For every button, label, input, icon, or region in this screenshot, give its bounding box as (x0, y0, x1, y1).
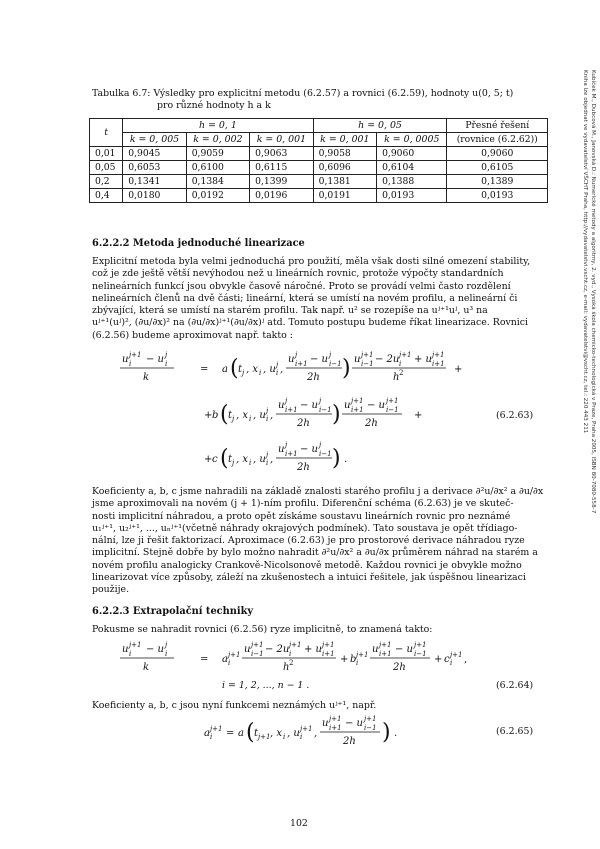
equation-number-6-2-65: (6.2.65) (496, 726, 534, 737)
svg-text:,: , (270, 454, 274, 465)
table-cell: 0,1341 (123, 175, 186, 189)
table-cell: 0,6105 (447, 161, 548, 175)
table-cell: 0,6104 (377, 161, 447, 175)
table-caption-line2: pro různé hodnoty h a k (157, 100, 271, 112)
text-line: použije. (92, 584, 130, 596)
svg-text:=: = (226, 728, 235, 739)
svg-text:i: i (266, 415, 269, 423)
table-cell: 0,9060 (377, 147, 447, 161)
table-cell: 0,9060 (447, 147, 548, 161)
svg-text:i: i (249, 415, 252, 423)
svg-text:): ) (332, 446, 341, 471)
svg-text:i: i (259, 369, 262, 377)
svg-text:− u: − u (146, 354, 164, 365)
svg-text:a: a (222, 654, 228, 665)
table-cell: 0,6096 (313, 161, 376, 175)
svg-text:− 2u: − 2u (265, 644, 290, 655)
svg-text:k: k (143, 372, 150, 383)
svg-text:b: b (350, 654, 357, 665)
table-cell: 0,1389 (447, 175, 548, 189)
svg-text:i+1: i+1 (322, 650, 335, 658)
svg-text:i−1: i−1 (361, 360, 374, 368)
paragraph-extrapolation: Pokusme se nahradit rovnici (6.2.56) ryze implicitně, to znamená takto: (92, 624, 433, 635)
svg-text:, x: , x (236, 454, 248, 465)
svg-text:j+1: j+1 (228, 651, 241, 659)
svg-text:u: u (278, 400, 285, 411)
svg-text:j+1: j+1 (399, 351, 412, 359)
svg-text:j+1: j+1 (258, 733, 271, 741)
svg-text:− u: − u (345, 718, 363, 729)
results-table (89, 118, 548, 203)
svg-text:, u: , u (263, 364, 276, 375)
svg-text:i+1: i+1 (351, 406, 364, 414)
equation-number-6-2-64: (6.2.64) (496, 680, 534, 691)
svg-text:+: + (414, 410, 423, 421)
svg-text:, x: , x (246, 364, 258, 375)
svg-text:a: a (238, 728, 244, 739)
svg-text:2h: 2h (343, 736, 356, 747)
svg-text:i−1: i−1 (251, 650, 264, 658)
svg-text:j: j (266, 407, 269, 415)
svg-text:, x: , x (270, 728, 282, 739)
text-line: jsme aproximovali na novém (j + 1)-ním profilu. Diferenční schéma (6.2.63) je ve skuteč- (92, 498, 514, 510)
text-line: novém profilu analogicky Crankově-Nicolsonově metodě. Každou rovnici je obvykle možno (92, 559, 522, 571)
col-header-t: t (90, 119, 123, 147)
svg-text:, x: , x (236, 410, 248, 421)
svg-text:.: . (394, 728, 398, 739)
svg-text:j: j (319, 397, 322, 405)
svg-text:=: = (200, 654, 209, 665)
section-heading-linearization: 6.2.2.2 Metoda jednoduché linearizace (92, 238, 305, 249)
svg-text:): ) (332, 402, 341, 427)
group-header-exact: Přesné řešení (447, 119, 548, 133)
svg-text:i+1: i+1 (379, 650, 392, 658)
text-line: Koeficienty a, b, c jsme nahradili na základě znalosti starého profilu j a derivace ∂²u/∂x² a ∂u/∂x (92, 486, 544, 497)
text-line: nelineárních členů na dvě části; lineární, která se umístí na novém profilu, a nelineární či (92, 292, 518, 304)
svg-text:i: i (249, 459, 252, 467)
svg-text:j: j (165, 641, 168, 649)
svg-text:− u: − u (300, 444, 318, 455)
text-line: zbývající, která se umístí na starém profilu. Tak např. u² se rozepíše na uʲ⁺¹uʲ, u³ na (92, 305, 488, 317)
svg-text:2h: 2h (307, 372, 320, 383)
svg-text:i: i (289, 650, 292, 658)
svg-text:(: ( (220, 446, 229, 471)
sub-header: k = 0, 001 (250, 133, 313, 147)
svg-text:u: u (344, 400, 351, 411)
svg-text:i−1: i−1 (414, 650, 427, 658)
svg-text:i: i (300, 733, 303, 741)
svg-text:− u: − u (146, 644, 164, 655)
text-line: (6.2.56) budeme aproximovat např. takto : (92, 329, 293, 341)
svg-text:j: j (165, 351, 168, 359)
table-cell: 0,6100 (186, 161, 249, 175)
svg-text:h: h (283, 662, 290, 673)
svg-text:2h: 2h (365, 418, 378, 429)
svg-text:i: i (210, 733, 213, 741)
svg-text:i−1: i−1 (329, 360, 342, 368)
svg-text:j: j (329, 351, 332, 359)
svg-text:− u: − u (395, 644, 413, 655)
sub-header: (rovnice (6.2.62)) (447, 133, 548, 147)
text-line: nelineárních funkcí jsou obvykle časově náročné. Proto se provádí velmi často rozdělení (92, 280, 511, 292)
svg-text:u: u (288, 354, 295, 365)
svg-text:i: i (129, 650, 132, 658)
svg-text:u: u (122, 354, 129, 365)
group-header-h2: h = 0, 05 (313, 119, 447, 133)
svg-text:j+1: j+1 (322, 641, 335, 649)
svg-text:k: k (143, 662, 150, 673)
svg-text:i: i (228, 659, 231, 667)
svg-text:): ) (382, 720, 391, 745)
svg-text:u: u (372, 644, 379, 655)
svg-text:i: i (450, 659, 453, 667)
svg-text:a: a (222, 364, 228, 375)
svg-text:+ u: + u (414, 354, 432, 365)
table-cell: 0,0196 (250, 189, 313, 203)
svg-text:j: j (295, 351, 298, 359)
text-line: což je zde ještě větší nevýhodou než u lineárních rovnic, protože výpočty standardních (92, 268, 504, 280)
text-line: implicitní. Stejně dobře by bylo možno nahradit ∂²u/∂x² a ∂u/∂x průměrem náhrad na starém a (92, 547, 538, 559)
svg-text:+: + (204, 454, 213, 465)
svg-text:i+1: i+1 (432, 360, 445, 368)
table-row (90, 161, 548, 175)
svg-text:j+1: j+1 (432, 351, 445, 359)
sidebar-order-info: Kniha lze objednat ve vydavatelství VŠCHT Praha, http://vydavatelstvi.vscht.cz, e-mail: vydavatelstvi@vscht.cz, tel.: 220 443 211 (582, 70, 588, 434)
svg-text:i: i (356, 659, 359, 667)
svg-text:t: t (228, 454, 233, 465)
equation-6-2-63 (118, 348, 528, 476)
sub-header: k = 0, 0005 (377, 133, 447, 147)
svg-text:i+1: i+1 (285, 406, 298, 414)
section-heading-extrapolation: 6.2.2.3 Extrapolační techniky (92, 606, 254, 617)
text-line: linearizovat více způsoby, záleží na zkušenostech a intuici řešitele, jak úspěšnou linearizaci (92, 572, 526, 584)
svg-text:j+1: j+1 (356, 651, 369, 659)
paragraph-coefficients: Koeficienty a, b, c jsou nyní funkcemi neznámých uʲ⁺¹, např. (92, 700, 377, 711)
table-cell: 0,9063 (250, 147, 313, 161)
table-cell: 0,0193 (447, 189, 548, 203)
svg-text:j: j (232, 415, 235, 423)
svg-text:i: i (165, 650, 168, 658)
table-cell: 0,6115 (250, 161, 313, 175)
svg-text:c: c (444, 654, 450, 665)
svg-text:i−1: i−1 (386, 406, 399, 414)
svg-text:i: i (283, 733, 286, 741)
svg-text:j+1: j+1 (414, 641, 427, 649)
svg-text:u: u (322, 718, 329, 729)
svg-text:u: u (244, 644, 251, 655)
svg-text:t: t (238, 364, 243, 375)
svg-text:(: ( (220, 402, 229, 427)
svg-text:2h: 2h (297, 462, 310, 473)
svg-text:, u: , u (287, 728, 300, 739)
sidebar-citation: Kubíček M., Dubcová M., Janovská D.: Numerické metody a algoritmy, 2. vyd., Vysoká škola chemicko-technologická v Praze, Praha 2005, ISBN 80-7080-558-7 (590, 70, 596, 514)
svg-text:i: i (266, 459, 269, 467)
text-line: Explicitní metoda byla velmi jednoduchá pro použití, měla však dosti silné omezení stability, (92, 256, 531, 267)
svg-text:j+1: j+1 (364, 715, 377, 723)
table-cell: 0,05 (90, 161, 123, 175)
svg-text:j: j (319, 441, 322, 449)
svg-text:+: + (454, 364, 463, 375)
table-subheader-row (90, 133, 548, 147)
table-cell: 0,0192 (186, 189, 249, 203)
table-cell: 0,2 (90, 175, 123, 189)
text-line: u₁ʲ⁺¹, u₂ʲ⁺¹, ..., uₙʲ⁺¹(včetně náhrady okrajových podmínek). Tato soustava je opět třídiago- (92, 522, 518, 534)
table-cell: 0,1399 (250, 175, 313, 189)
svg-text:c: c (212, 454, 218, 465)
table-row (90, 175, 548, 189)
svg-text:,: , (280, 364, 284, 375)
svg-text:j+1: j+1 (329, 715, 342, 723)
svg-text:i−1: i−1 (319, 450, 332, 458)
table-cell: 0,4 (90, 189, 123, 203)
svg-text:=: = (200, 364, 209, 375)
svg-text:i: i (129, 360, 132, 368)
svg-text:2h: 2h (297, 418, 310, 429)
sub-header: k = 0, 002 (186, 133, 249, 147)
paragraph-linearization (92, 256, 549, 342)
svg-text:(: ( (246, 720, 255, 745)
svg-text:i: i (399, 360, 402, 368)
svg-text:i+1: i+1 (329, 724, 342, 732)
table-cell: 0,1388 (377, 175, 447, 189)
table-cell: 0,01 (90, 147, 123, 161)
svg-text:j+1: j+1 (300, 725, 313, 733)
table-row (90, 147, 548, 161)
svg-text:j+1: j+1 (210, 725, 223, 733)
table-header-row (90, 119, 548, 133)
svg-text:u: u (122, 644, 129, 655)
svg-text:,: , (314, 728, 318, 739)
svg-text:u: u (354, 354, 361, 365)
svg-text:b: b (212, 410, 219, 421)
svg-text:t: t (254, 728, 259, 739)
svg-text:.: . (344, 454, 348, 465)
table-cell: 0,9058 (313, 147, 376, 161)
svg-text:j+1: j+1 (379, 641, 392, 649)
table-cell: 0,9059 (186, 147, 249, 161)
svg-text:+: + (434, 654, 443, 665)
svg-text:,: , (270, 410, 274, 421)
svg-text:j+1: j+1 (386, 397, 399, 405)
svg-text:j+1: j+1 (361, 351, 374, 359)
svg-text:,: , (464, 654, 468, 665)
svg-text:− u: − u (300, 400, 318, 411)
table-caption-line1: Tabulka 6.7: Výsledky pro explicitní metodu (6.2.57) a rovnici (6.2.59), hodnoty u(0, 5; t) (92, 88, 514, 99)
svg-text:+: + (340, 654, 349, 665)
svg-text:− 2u: − 2u (375, 354, 400, 365)
svg-text:+ u: + u (304, 644, 322, 655)
svg-text:+: + (204, 410, 213, 421)
table-cell: 0,9045 (123, 147, 186, 161)
svg-text:i−1: i−1 (319, 406, 332, 414)
table-cell: 0,1381 (313, 175, 376, 189)
table-cell: 0,6053 (123, 161, 186, 175)
svg-text:j+1: j+1 (129, 641, 142, 649)
text-line: nální, lze ji řešit faktorizací. Aproximace (6.2.63) je pro prostorové derivace náhradou ryze (92, 535, 525, 547)
svg-text:j: j (242, 369, 245, 377)
svg-text:j: j (266, 451, 269, 459)
svg-text:j+1: j+1 (450, 651, 463, 659)
page-number: 102 (290, 818, 308, 829)
svg-text:j: j (276, 361, 279, 369)
svg-text:(: ( (230, 356, 239, 381)
sub-header: k = 0, 005 (123, 133, 186, 147)
svg-text:i: i (165, 360, 168, 368)
svg-text:− u: − u (367, 400, 385, 411)
svg-text:2: 2 (399, 369, 404, 377)
group-header-h1: h = 0, 1 (123, 119, 313, 133)
paragraph-linearization-2 (92, 486, 549, 597)
equation-6-2-65 (200, 712, 420, 760)
table-cell: 0,1384 (186, 175, 249, 189)
table-cell: 0,0180 (123, 189, 186, 203)
svg-text:i+1: i+1 (285, 450, 298, 458)
svg-text:, u: , u (253, 454, 266, 465)
svg-text:2: 2 (289, 659, 294, 667)
table-caption (92, 88, 542, 112)
svg-text:, u: , u (253, 410, 266, 421)
publisher-sidebar (580, 70, 598, 640)
svg-text:j+1: j+1 (129, 351, 142, 359)
equation-index-range: i = 1, 2, ..., n − 1 . (222, 680, 310, 691)
svg-text:i−1: i−1 (364, 724, 377, 732)
svg-text:j: j (285, 397, 288, 405)
table-row (90, 189, 548, 203)
table-cell: 0,0193 (377, 189, 447, 203)
svg-text:j+1: j+1 (289, 641, 302, 649)
table-cell: 0,0191 (313, 189, 376, 203)
svg-text:j: j (285, 441, 288, 449)
svg-text:i: i (276, 369, 279, 377)
sub-header: k = 0, 001 (313, 133, 376, 147)
svg-text:h: h (393, 372, 400, 383)
text-line: uʲ⁺¹(uʲ)², (∂u/∂x)² na (∂u/∂x)ʲ⁺¹(∂u/∂x)ʲ atd. Tomuto postupu budeme říkat linearizace. Rovnici (92, 317, 529, 329)
svg-text:j+1: j+1 (351, 397, 364, 405)
equation-number-6-2-63: (6.2.63) (496, 410, 534, 421)
svg-text:u: u (278, 444, 285, 455)
svg-text:j: j (232, 459, 235, 467)
svg-text:a: a (204, 728, 210, 739)
svg-text:2h: 2h (393, 662, 406, 673)
svg-text:): ) (342, 356, 351, 381)
svg-text:t: t (228, 410, 233, 421)
svg-text:− u: − u (310, 354, 328, 365)
svg-text:j+1: j+1 (251, 641, 264, 649)
text-line: nosti implicitní náhradou, a proto opět získáme soustavu lineárních rovnic pro neznámé (92, 510, 511, 522)
svg-text:i+1: i+1 (295, 360, 308, 368)
